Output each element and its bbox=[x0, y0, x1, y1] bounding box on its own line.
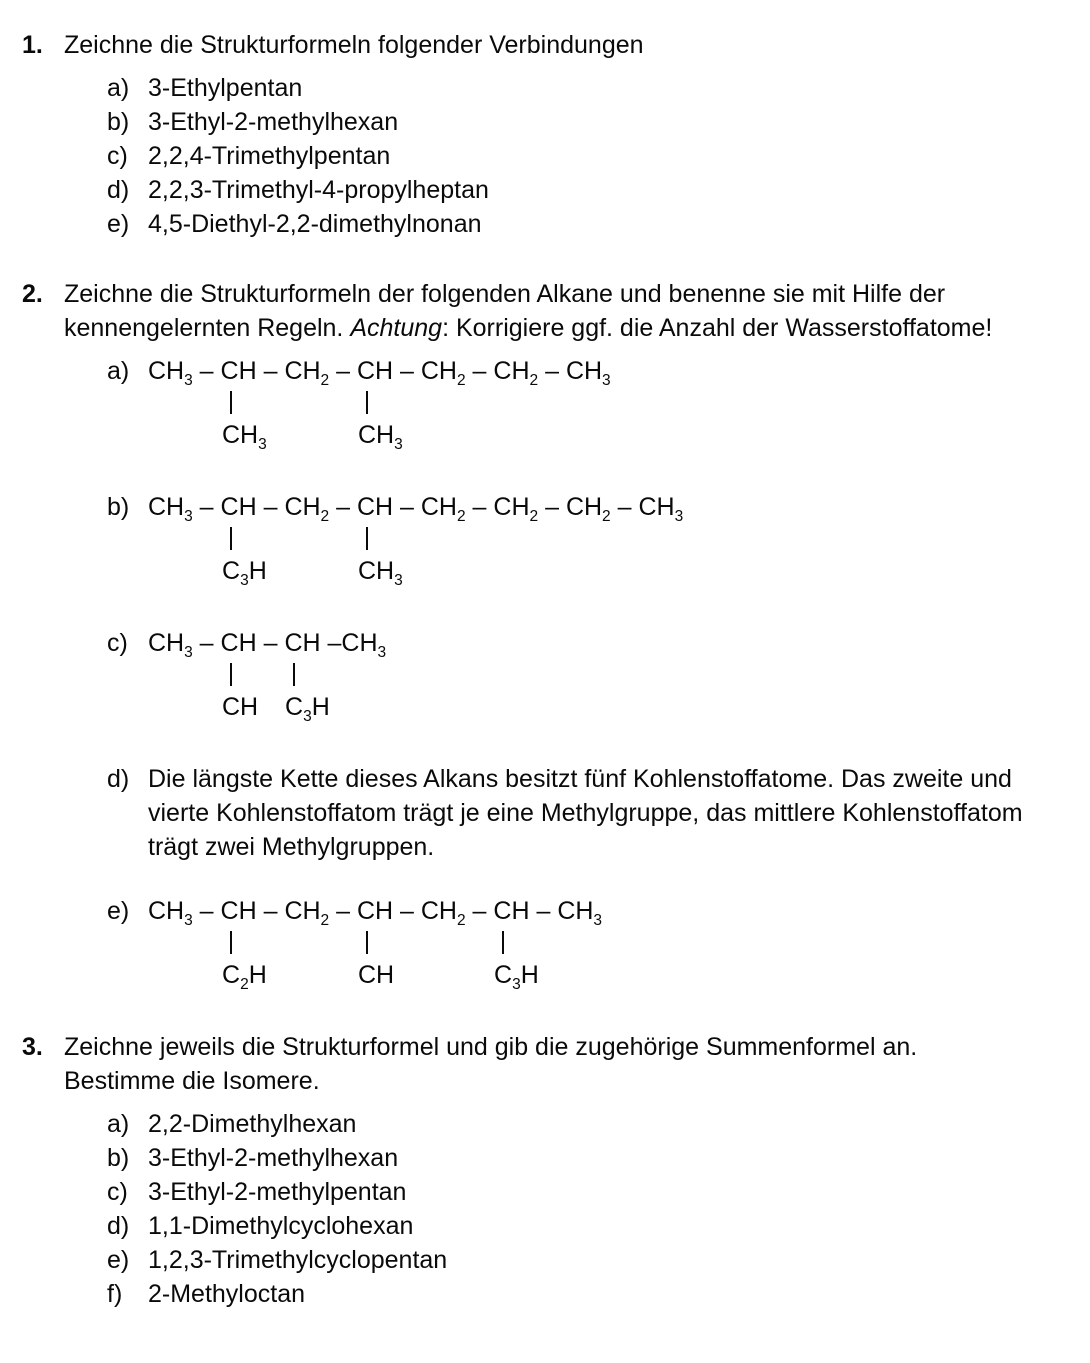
item-label: d) bbox=[107, 1212, 130, 1240]
formula-token: – bbox=[256, 897, 285, 925]
item-text: 4,5-Diethyl-2,2-dimethylnonan bbox=[148, 210, 482, 238]
substituent-label: $C_3H$ bbox=[494, 961, 539, 993]
formula-token: – bbox=[256, 357, 285, 385]
formula-token: $CH_3$ bbox=[341, 629, 387, 661]
bond-line bbox=[230, 931, 232, 954]
list-item bbox=[22, 762, 1062, 864]
formula-token: CH bbox=[220, 493, 257, 521]
heading-text: Zeichne die Strukturformeln der folgenden Alkane und benenne sie mit Hilfe der bbox=[64, 280, 946, 308]
item-text: 3-Ethyl-2-methylhexan bbox=[148, 1144, 399, 1172]
formula-token: – bbox=[192, 897, 221, 925]
list-item bbox=[22, 105, 1062, 139]
substituent-label: CH bbox=[222, 693, 259, 721]
item-label: c) bbox=[107, 1178, 128, 1206]
formula-token: – bbox=[538, 357, 566, 385]
exercise-1-items bbox=[22, 71, 1062, 241]
formula-token: CH bbox=[356, 493, 394, 521]
formula-token: – bbox=[192, 493, 221, 521]
formula-token: $CH_3$ bbox=[148, 897, 193, 929]
formula-token: – bbox=[256, 493, 285, 521]
bond-line bbox=[230, 663, 232, 686]
formula-token: $CH_3$ bbox=[638, 493, 684, 525]
list-item bbox=[22, 207, 1062, 241]
formula-token: – bbox=[465, 897, 494, 925]
heading-line bbox=[64, 277, 992, 311]
formula-token: CH bbox=[493, 897, 530, 925]
formula-token: – bbox=[192, 357, 221, 385]
formula-token: – bbox=[393, 897, 421, 925]
bond-line bbox=[366, 931, 368, 954]
substituent-label: $CH_3$ bbox=[358, 557, 403, 589]
structural-formula bbox=[148, 894, 1062, 992]
formula-token: – bbox=[320, 629, 342, 657]
heading-text: Zeichne die Strukturformeln folgender Verbindungen bbox=[64, 31, 644, 59]
formula-token: – bbox=[529, 897, 558, 925]
formula-chain bbox=[148, 354, 1062, 388]
section-heading bbox=[64, 1030, 917, 1098]
exercise-1-heading-row bbox=[22, 28, 1062, 62]
item-label: a) bbox=[107, 357, 130, 385]
formula-token: – bbox=[329, 493, 357, 521]
list-item bbox=[22, 173, 1062, 207]
formula-token: $CH_2$ bbox=[565, 493, 611, 525]
bond-line bbox=[230, 527, 232, 550]
section-heading bbox=[64, 28, 644, 62]
list-item bbox=[22, 626, 1062, 724]
item-text: 3-Ethyl-2-methylpentan bbox=[148, 1178, 407, 1206]
section-heading bbox=[64, 277, 992, 345]
bond-line bbox=[230, 391, 232, 414]
list-item bbox=[22, 139, 1062, 173]
item-label: b) bbox=[107, 108, 130, 136]
item-label: f) bbox=[107, 1280, 123, 1308]
formula-token: $CH_3$ bbox=[148, 357, 193, 389]
formula-token: CH bbox=[220, 629, 257, 657]
formula-token: $CH_2$ bbox=[284, 493, 330, 525]
bond-line bbox=[366, 391, 368, 414]
item-label: c) bbox=[107, 142, 128, 170]
item-label: a) bbox=[107, 74, 130, 102]
heading-line bbox=[64, 1030, 917, 1064]
item-text: 2,2,3-Trimethyl-4-propylheptan bbox=[148, 176, 489, 204]
list-item bbox=[22, 71, 1062, 105]
formula-bond-row bbox=[148, 388, 1062, 418]
item-label: e) bbox=[107, 1246, 130, 1274]
bond-line bbox=[293, 663, 295, 686]
exercise-1 bbox=[22, 28, 1062, 241]
list-item bbox=[22, 1141, 1062, 1175]
section-number: 1. bbox=[22, 31, 43, 59]
substituent-label: $C_2H$ bbox=[222, 961, 267, 993]
item-label: d) bbox=[107, 765, 130, 793]
exercise-2-heading-row bbox=[22, 277, 1062, 345]
item-text: 3-Ethyl-2-methylhexan bbox=[148, 108, 399, 136]
list-item bbox=[22, 1209, 1062, 1243]
heading-emphasis: Achtung bbox=[350, 314, 443, 342]
item-text: 2,2,4-Trimethylpentan bbox=[148, 142, 391, 170]
item-label: a) bbox=[107, 1110, 130, 1138]
formula-token: $CH_2$ bbox=[284, 897, 330, 929]
section-number: 2. bbox=[22, 280, 43, 308]
exercise-2-items bbox=[22, 354, 1062, 992]
formula-substituent-row bbox=[148, 958, 1062, 992]
structural-formula bbox=[148, 354, 1062, 452]
bond-line bbox=[502, 931, 504, 954]
list-item bbox=[22, 894, 1062, 992]
exercise-3 bbox=[22, 1030, 1062, 1311]
formula-token: – bbox=[393, 357, 421, 385]
formula-token: – bbox=[610, 493, 639, 521]
formula-token: – bbox=[329, 357, 357, 385]
formula-token: $CH_3$ bbox=[557, 897, 603, 929]
formula-token: CH bbox=[220, 357, 257, 385]
substituent-label: $CH_3$ bbox=[358, 421, 403, 453]
heading-text: Zeichne jeweils die Strukturformel und gib die zugehörige Summenformel an. bbox=[64, 1033, 918, 1061]
list-item bbox=[22, 490, 1062, 588]
formula-token: $CH_2$ bbox=[420, 897, 466, 929]
substituent-label: $CH_3$ bbox=[222, 421, 267, 453]
formula-chain bbox=[148, 894, 1062, 928]
exercise-2 bbox=[22, 277, 1062, 992]
formula-token: CH bbox=[356, 897, 394, 925]
item-text: 1,1-Dimethylcyclohexan bbox=[148, 1212, 414, 1240]
list-item bbox=[22, 1243, 1062, 1277]
substituent-label: $C_3H$ bbox=[222, 557, 267, 589]
formula-token: $CH_3$ bbox=[148, 493, 193, 525]
item-label: e) bbox=[107, 897, 130, 925]
list-item bbox=[22, 1175, 1062, 1209]
heading-line bbox=[64, 1064, 917, 1098]
formula-token: – bbox=[465, 357, 494, 385]
formula-token: $CH_2$ bbox=[493, 493, 539, 525]
item-label: b) bbox=[107, 493, 130, 521]
formula-substituent-row bbox=[148, 418, 1062, 452]
formula-chain bbox=[148, 490, 1062, 524]
item-label: c) bbox=[107, 629, 128, 657]
item-text: Die längste Kette dieses Alkans besitzt fünf Kohlenstoffatome. Das zweite und vierte Kohlenstoffatom trägt je eine Methylgruppe, das mittlere Kohlenstoffatom trägt zwei Methylgruppen. bbox=[148, 765, 1023, 861]
structural-formula bbox=[148, 626, 1062, 724]
formula-token: $CH_2$ bbox=[284, 357, 330, 389]
formula-bond-row bbox=[148, 928, 1062, 958]
list-item bbox=[22, 1277, 1062, 1311]
list-item bbox=[22, 354, 1062, 452]
formula-token: – bbox=[329, 897, 357, 925]
formula-substituent-row bbox=[148, 690, 1062, 724]
formula-token: $CH_2$ bbox=[493, 357, 539, 389]
formula-substituent-row bbox=[148, 554, 1062, 588]
heading-line bbox=[64, 311, 992, 345]
formula-bond-row bbox=[148, 660, 1062, 690]
formula-token: – bbox=[393, 493, 421, 521]
item-text: 3-Ethylpentan bbox=[148, 74, 303, 102]
item-text: 2,2-Dimethylhexan bbox=[148, 1110, 357, 1138]
formula-chain bbox=[148, 626, 1062, 660]
formula-token: $CH_2$ bbox=[420, 357, 466, 389]
formula-token: – bbox=[256, 629, 285, 657]
formula-token: $CH_2$ bbox=[420, 493, 466, 525]
item-label: d) bbox=[107, 176, 130, 204]
formula-token: CH bbox=[284, 629, 321, 657]
item-label: b) bbox=[107, 1144, 130, 1172]
formula-token: – bbox=[465, 493, 494, 521]
heading-text: Bestimme die Isomere. bbox=[64, 1067, 320, 1095]
exercise-3-heading-row bbox=[22, 1030, 1062, 1098]
structural-formula bbox=[148, 490, 1062, 588]
heading-text: : Korrigiere ggf. die Anzahl der Wasserstoffatome! bbox=[442, 314, 993, 342]
list-item bbox=[22, 1107, 1062, 1141]
section-number: 3. bbox=[22, 1033, 43, 1061]
formula-token: – bbox=[538, 493, 566, 521]
substituent-label: $C_3H$ bbox=[285, 693, 330, 725]
heading-text: kennengelernten Regeln. bbox=[64, 314, 351, 342]
substituent-label: CH bbox=[358, 961, 395, 989]
formula-bond-row bbox=[148, 524, 1062, 554]
item-text: 1,2,3-Trimethylcyclopentan bbox=[148, 1246, 448, 1274]
item-label: e) bbox=[107, 210, 130, 238]
formula-token: $CH_3$ bbox=[565, 357, 611, 389]
formula-token: – bbox=[192, 629, 221, 657]
item-text: 2-Methyloctan bbox=[148, 1280, 306, 1308]
formula-token: $CH_3$ bbox=[148, 629, 193, 661]
bond-line bbox=[366, 527, 368, 550]
formula-token: CH bbox=[356, 357, 394, 385]
formula-token: CH bbox=[220, 897, 257, 925]
exercise-3-items bbox=[22, 1107, 1062, 1311]
